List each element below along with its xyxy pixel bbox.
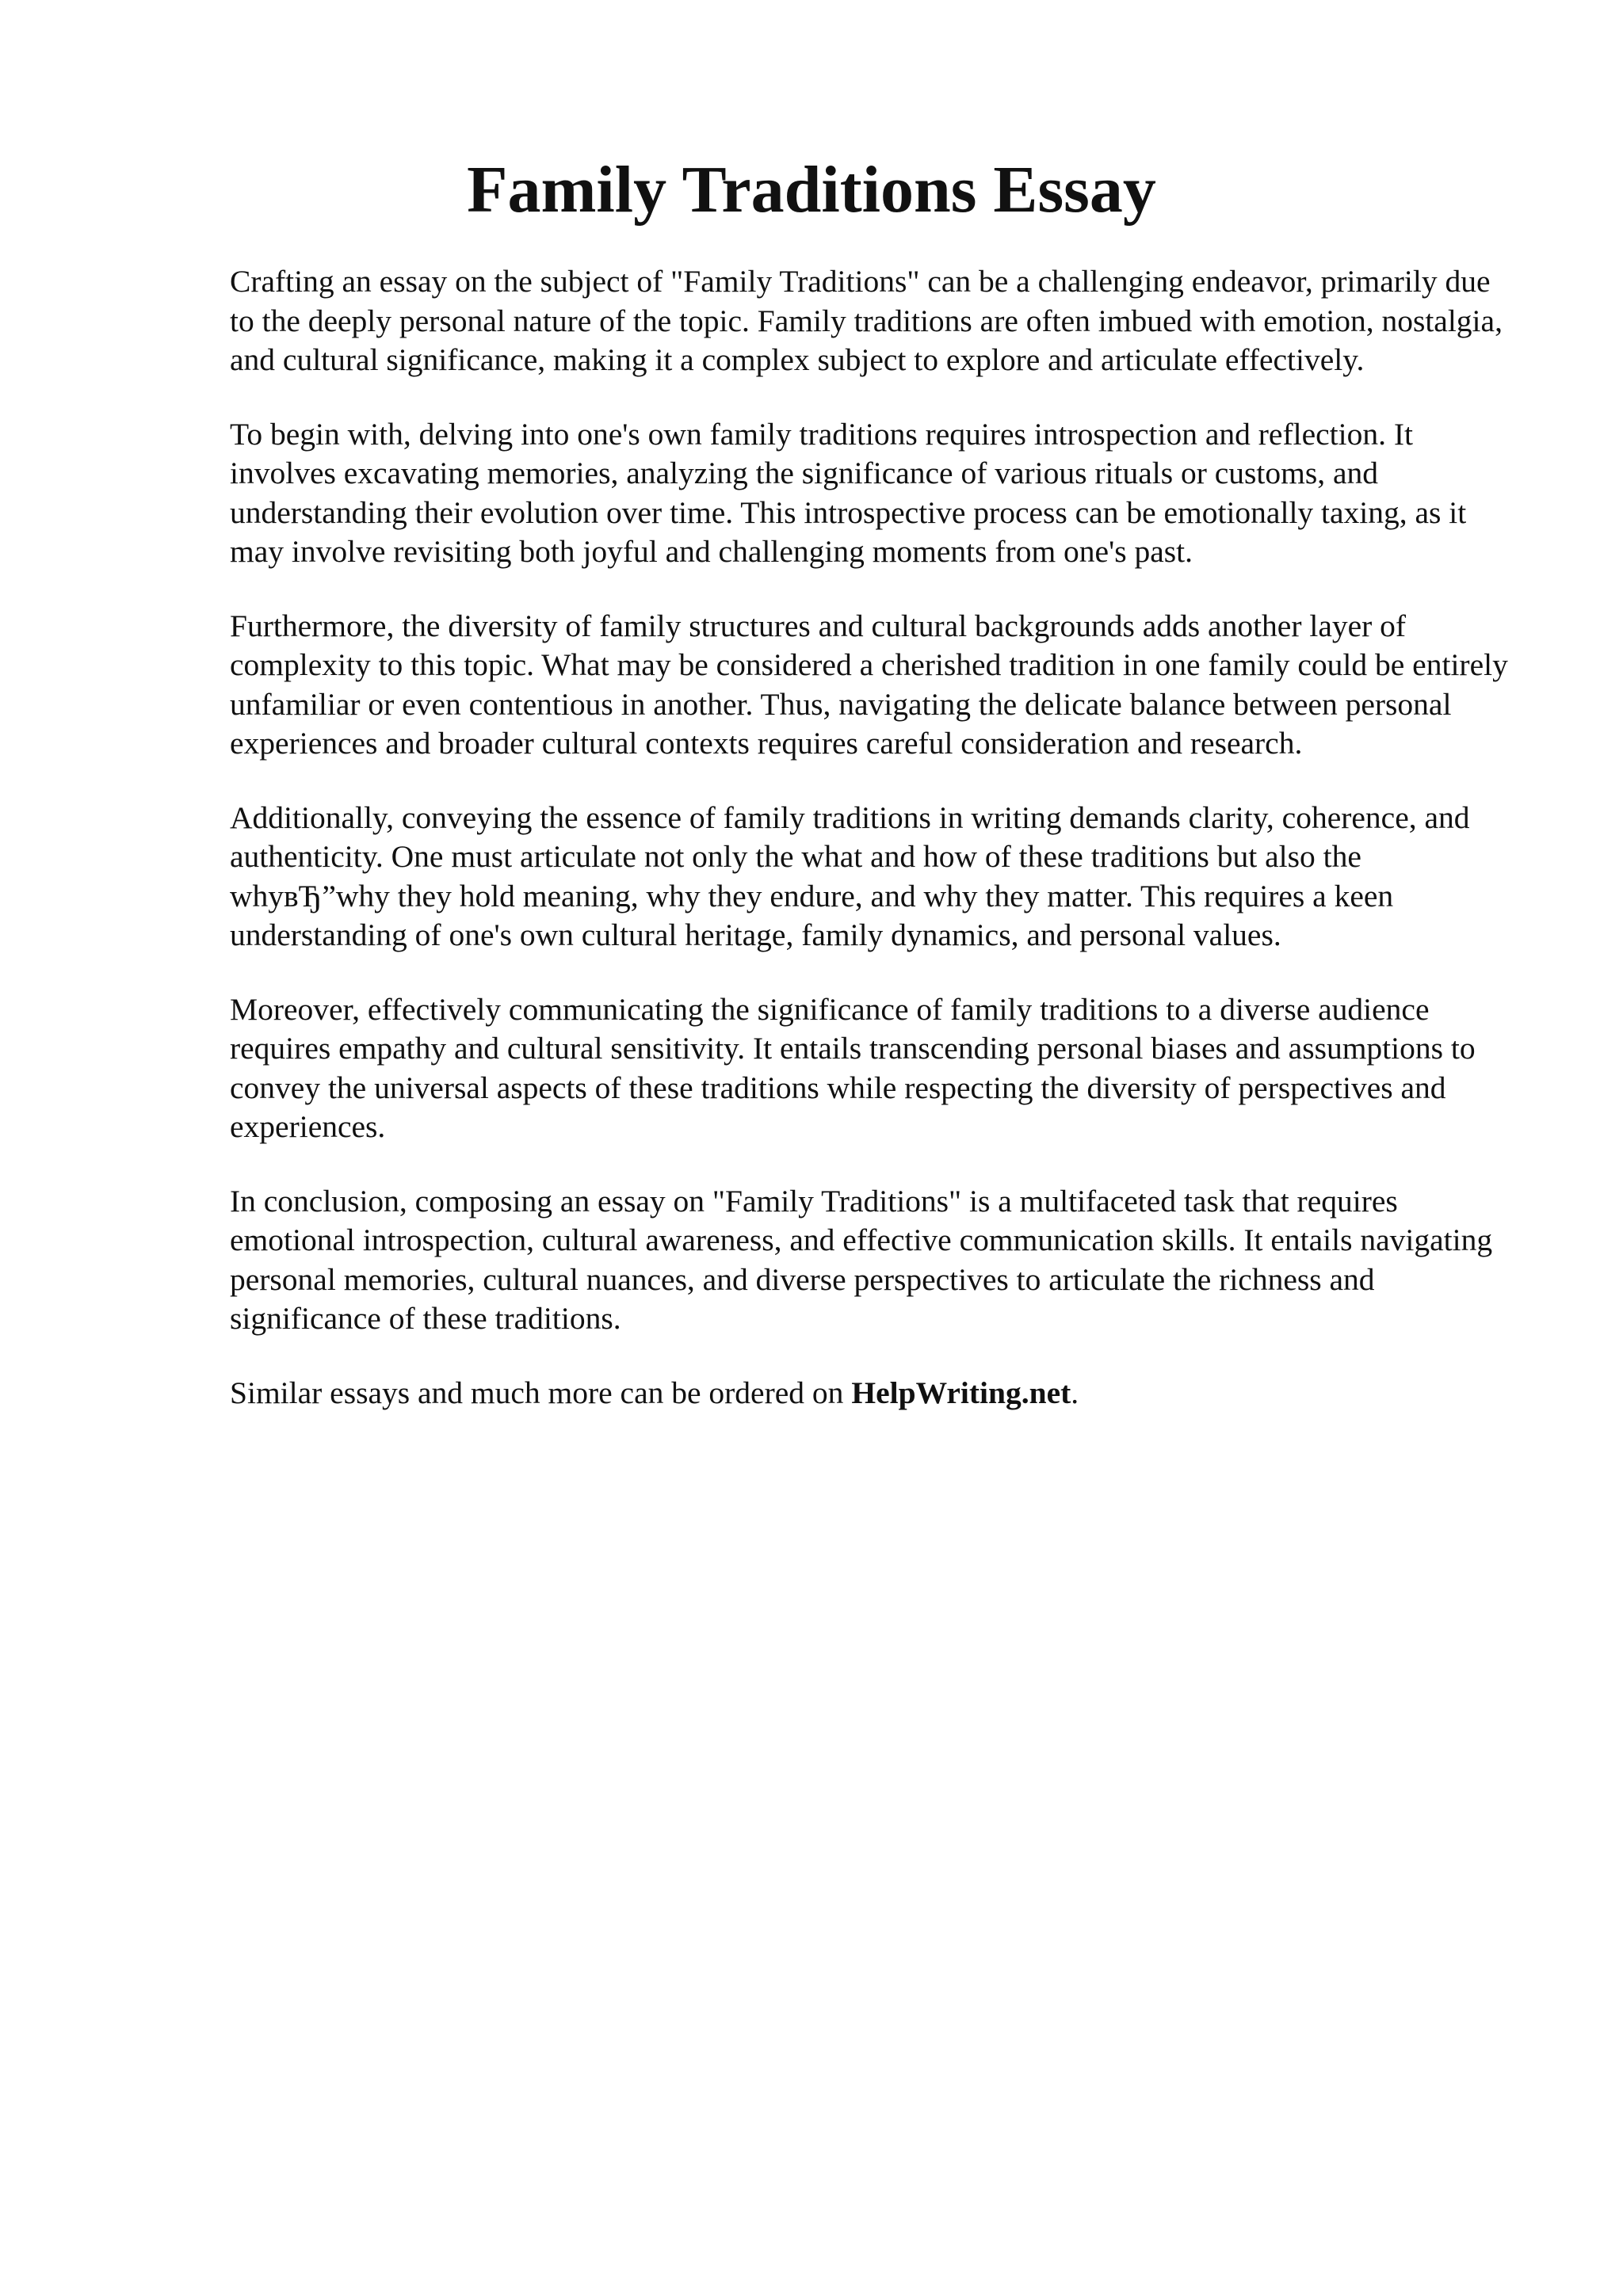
footer-suffix: . — [1071, 1375, 1079, 1410]
paragraph-1: Crafting an essay on the subject of "Family Traditions" can be a challenging endeavor, primarily due to the deeply personal nature of the topic. Family traditions are often imbued with emotion, nostalgia, and cultural significance, making it a complex subject to explore and articulate effectively. — [230, 264, 1503, 377]
paragraph-3: Furthermore, the diversity of family structures and cultural backgrounds adds another layer of complexity to this topic. What may be considered a cherished tradition in one family could be entirely unfamiliar or even contentious in another. Thus, navigating the delicate balance between personal experiences and broader cultural contexts requires careful consideration and research. — [230, 608, 1508, 761]
paragraph-2: To begin with, delving into one's own family traditions requires introspection and reflection. It involves excavating memories, analyzing the significance of various rituals or customs, and understanding their evolution over time. This introspective process can be emotionally taxing, as it may involve revisiting both joyful and challenging moments from one's past. — [230, 416, 1467, 569]
essay-body — [230, 262, 1514, 1413]
footer-note — [230, 1374, 1514, 1413]
footer-prefix: Similar essays and much more can be ordered on — [230, 1375, 844, 1410]
paragraph-6: In conclusion, composing an essay on "Family Traditions" is a multifaceted task that requires emotional introspection, cultural awareness, and effective communication skills. It entails navigating personal memories, cultural nuances, and diverse perspectives to articulate the richness and significance of these traditions. — [230, 1183, 1493, 1336]
helpwriting-link[interactable]: HelpWriting.net — [851, 1375, 1071, 1410]
paragraph-5: Moreover, effectively communicating the significance of family traditions to a diverse audience requires empathy and cultural sensitivity. It entails transcending personal biases and assumptions to convey the universal aspects of these traditions while respecting the diversity of perspectives and experiences. — [230, 991, 1476, 1144]
page-title: Family Traditions Essay — [467, 153, 1156, 227]
paragraph-4: Additionally, conveying the essence of family traditions in writing demands clarity, coherence, and authenticity. One must articulate not only the what and how of these traditions but also the whyвЂ”why they hold meaning, why they endure, and why they matter. This requires a keen understanding of one's own cultural heritage, family dynamics, and personal values. — [230, 799, 1470, 952]
